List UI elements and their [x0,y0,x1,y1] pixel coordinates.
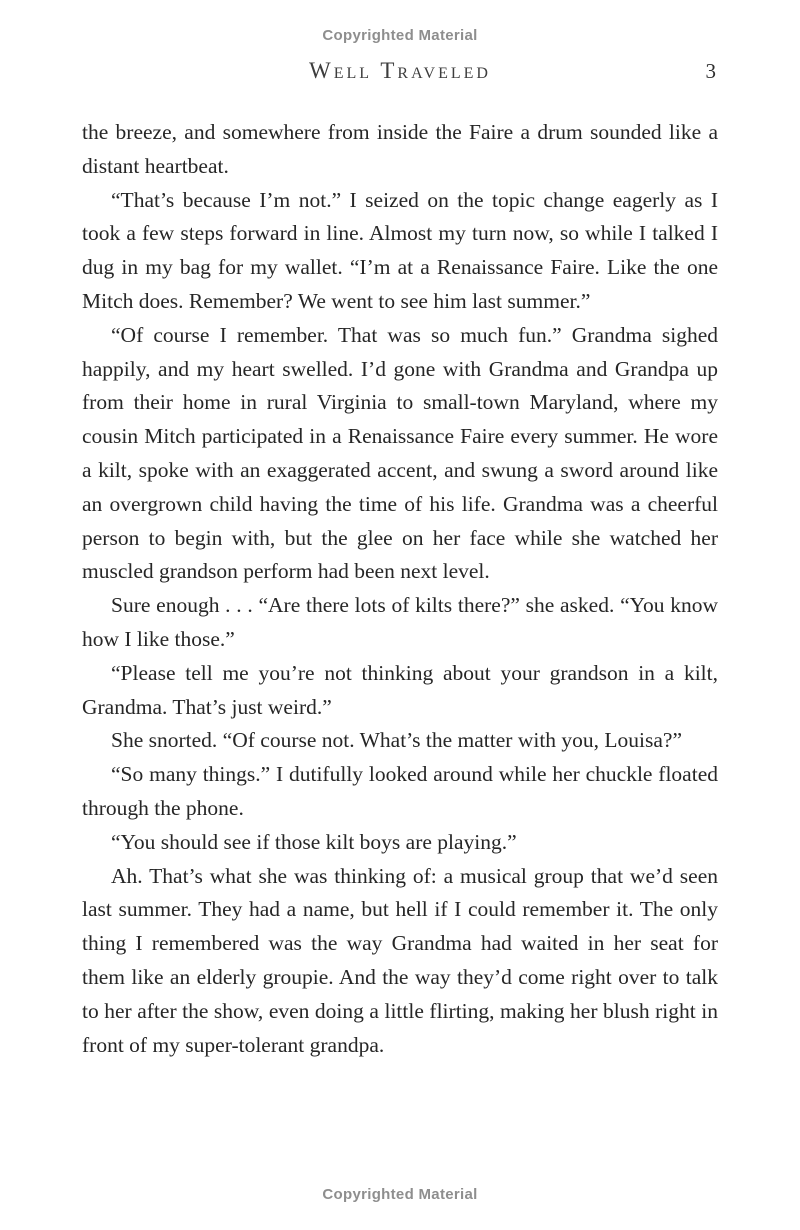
paragraph: “Of course I remember. That was so much fun.” Grandma sighed happily, and my heart swelled. I’d gone with Grandma and Grandpa up from their home in rural Virginia to small-town Maryland, where my cousin Mitch participated in a Renaissance Faire every summer. He wore a kilt, spoke with an exaggerated accent, and swung a sword around like an overgrown child having the time of his life. Grandma was a cheerful person to begin with, but the glee on her face while she watched her muscled grandson perform had been next level. [82,322,718,584]
paragraph: “So many things.” I dutifully looked around while her chuckle floated through the phone. [82,762,718,820]
copyright-notice-bottom: Copyrighted Material [322,1186,478,1203]
page-number: 3 [705,59,716,83]
paragraph: She snorted. “Of course not. What’s the matter with you, Louisa?” [111,728,683,753]
paragraph: “Please tell me you’re not thinking about your grandson in a kilt, Grandma. That’s just weird.” [82,660,718,719]
body-text [82,116,718,1062]
paragraph: the breeze, and somewhere from inside the Faire a drum sounded like a distant heartbeat. [82,120,718,178]
paragraph: “You should see if those kilt boys are playing.” [111,829,517,854]
paragraph: Ah. That’s what she was thinking of: a musical group that we’d seen last summer. They had a name, but hell if I could remember it. The only thing I remembered was the way Grandma had waited in her seat for them like an elderly groupie. And the way they’d come right over to talk to her after the show, even doing a little flirting, making her blush right in front of my super-tolerant grandpa. [82,863,718,1057]
copyright-notice-top: Copyrighted Material [322,27,478,44]
running-header-title: Well Traveled [308,58,491,83]
paragraph: Sure enough . . . “Are there lots of kilts there?” she asked. “You know how I like those.” [82,593,718,651]
running-header [82,58,718,88]
paragraph: “That’s because I’m not.” I seized on the topic change eagerly as I took a few steps forward in line. Almost my turn now, so while I talked I dug in my bag for my wallet. “I’m at a Renaissance Faire. Like the one Mitch does. Remember? We went to see him last summer.” [82,187,718,313]
